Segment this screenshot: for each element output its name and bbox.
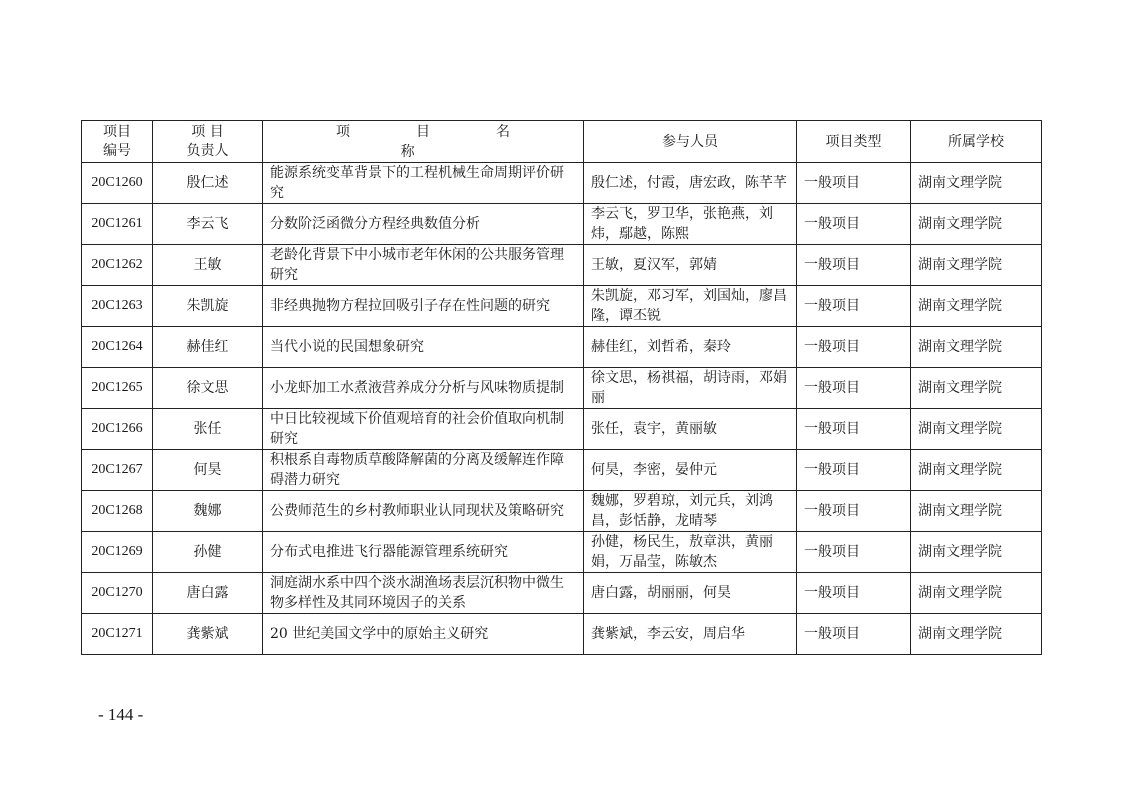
cell-project-name: 当代小说的民国想象研究 — [263, 327, 584, 368]
table-row — [82, 286, 1042, 327]
cell-project-leader: 殷仁述 — [153, 163, 263, 204]
cell-participants: 唐白露，胡丽丽，何昊 — [584, 573, 797, 614]
cell-project-type: 一般项目 — [797, 286, 911, 327]
cell-project-leader: 魏娜 — [153, 491, 263, 532]
header-project-leader-line1: 项 目 — [191, 123, 224, 140]
cell-project-type: 一般项目 — [797, 450, 911, 491]
cell-project-type: 一般项目 — [797, 491, 911, 532]
cell-school: 湖南文理学院 — [911, 450, 1042, 491]
cell-project-type: 一般项目 — [797, 327, 911, 368]
cell-project-type: 一般项目 — [797, 573, 911, 614]
page-number: - 144 - — [98, 705, 144, 724]
table-row — [82, 614, 1042, 655]
cell-school: 湖南文理学院 — [911, 368, 1042, 409]
cell-participants: 王敏，夏汉军，郭婧 — [584, 245, 797, 286]
cell-project-id: 20C1269 — [82, 532, 153, 573]
cell-participants: 何昊，李密，晏仲元 — [584, 450, 797, 491]
table-header — [82, 121, 1042, 163]
cell-participants: 徐文思，杨祺福，胡诗雨，邓娟丽 — [584, 368, 797, 409]
table-row — [82, 409, 1042, 450]
cell-project-leader: 龚紫斌 — [153, 614, 263, 655]
cell-project-type: 一般项目 — [797, 245, 911, 286]
cell-project-type: 一般项目 — [797, 163, 911, 204]
cell-project-type: 一般项目 — [797, 204, 911, 245]
cell-project-name: 积根系自毒物质草酸降解菌的分离及缓解连作障碍潜力研究 — [263, 450, 584, 491]
header-project-leader-line2: 负责人 — [186, 142, 229, 159]
table-row — [82, 368, 1042, 409]
cell-school: 湖南文理学院 — [911, 163, 1042, 204]
header-school: 所属学校 — [911, 121, 1042, 163]
table-row — [82, 450, 1042, 491]
cell-school: 湖南文理学院 — [911, 614, 1042, 655]
cell-project-id: 20C1264 — [82, 327, 153, 368]
table-row — [82, 163, 1042, 204]
table-body — [82, 163, 1042, 655]
table-row — [82, 573, 1042, 614]
cell-project-id: 20C1268 — [82, 491, 153, 532]
cell-participants: 殷仁述，付霞，唐宏政，陈芊芊 — [584, 163, 797, 204]
header-project-type: 项目类型 — [797, 121, 911, 163]
cell-project-name: 老龄化背景下中小城市老年休闲的公共服务管理研究 — [263, 245, 584, 286]
cell-school: 湖南文理学院 — [911, 491, 1042, 532]
project-table-container — [81, 120, 1041, 655]
cell-project-name: 中日比较视域下价值观培育的社会价值取向机制研究 — [263, 409, 584, 450]
cell-project-type: 一般项目 — [797, 614, 911, 655]
cell-school: 湖南文理学院 — [911, 204, 1042, 245]
cell-project-leader: 孙健 — [153, 532, 263, 573]
cell-project-id: 20C1260 — [82, 163, 153, 204]
table-row — [82, 245, 1042, 286]
cell-project-name: 公费师范生的乡村教师职业认同现状及策略研究 — [263, 491, 584, 532]
cell-project-leader: 赫佳红 — [153, 327, 263, 368]
header-project-leader — [153, 121, 263, 163]
cell-project-leader: 王敏 — [153, 245, 263, 286]
cell-project-name: 分数阶泛函微分方程经典数值分析 — [263, 204, 584, 245]
cell-school: 湖南文理学院 — [911, 532, 1042, 573]
cell-participants: 魏娜，罗碧琼，刘元兵，刘鸿昌，彭恬静，龙晴琴 — [584, 491, 797, 532]
header-participants: 参与人员 — [584, 121, 797, 163]
cell-participants: 赫佳红，刘哲希，秦玲 — [584, 327, 797, 368]
cell-school: 湖南文理学院 — [911, 286, 1042, 327]
cell-project-name: 能源系统变革背景下的工程机械生命周期评价研究 — [263, 163, 584, 204]
cell-project-id: 20C1270 — [82, 573, 153, 614]
cell-participants: 李云飞，罗卫华，张艳燕，刘炜，鄢越，陈熙 — [584, 204, 797, 245]
cell-project-id: 20C1266 — [82, 409, 153, 450]
cell-project-name: 20 世纪美国文学中的原始主义研究 — [263, 614, 584, 655]
cell-project-name: 洞庭湖水系中四个淡水湖渔场表层沉积物中微生物多样性及其同环境因子的关系 — [263, 573, 584, 614]
cell-project-leader: 朱凯旋 — [153, 286, 263, 327]
header-project-id-line1: 项目 — [103, 123, 131, 140]
cell-project-leader: 唐白露 — [153, 573, 263, 614]
cell-project-leader: 徐文思 — [153, 368, 263, 409]
cell-participants: 龚紫斌，李云安，周启华 — [584, 614, 797, 655]
cell-school: 湖南文理学院 — [911, 409, 1042, 450]
cell-project-type: 一般项目 — [797, 368, 911, 409]
cell-school: 湖南文理学院 — [911, 327, 1042, 368]
cell-project-type: 一般项目 — [797, 532, 911, 573]
cell-project-leader: 张任 — [153, 409, 263, 450]
header-project-name — [263, 121, 584, 163]
cell-project-type: 一般项目 — [797, 409, 911, 450]
cell-participants: 孙健，杨民生，敖章洪，黄丽娟，万晶莹，陈敏杰 — [584, 532, 797, 573]
project-table — [81, 120, 1042, 655]
header-row — [82, 121, 1042, 163]
cell-project-id: 20C1261 — [82, 204, 153, 245]
header-project-name-label: 项 目 名 称 — [335, 123, 541, 160]
table-row — [82, 491, 1042, 532]
cell-project-name: 非经典抛物方程拉回吸引子存在性问题的研究 — [263, 286, 584, 327]
cell-project-id: 20C1271 — [82, 614, 153, 655]
table-row — [82, 327, 1042, 368]
cell-project-id: 20C1267 — [82, 450, 153, 491]
cell-project-name: 分布式电推进飞行器能源管理系统研究 — [263, 532, 584, 573]
cell-project-id: 20C1262 — [82, 245, 153, 286]
cell-project-id: 20C1265 — [82, 368, 153, 409]
header-project-id-line2: 编号 — [103, 142, 131, 159]
table-row — [82, 532, 1042, 573]
cell-project-id: 20C1263 — [82, 286, 153, 327]
cell-participants: 朱凯旋，邓习军，刘国灿，廖昌隆，谭丕锐 — [584, 286, 797, 327]
cell-project-leader: 李云飞 — [153, 204, 263, 245]
table-row — [82, 204, 1042, 245]
cell-school: 湖南文理学院 — [911, 245, 1042, 286]
cell-project-leader: 何昊 — [153, 450, 263, 491]
cell-project-name: 小龙虾加工水煮液营养成分分析与风味物质提制 — [263, 368, 584, 409]
cell-participants: 张任，袁宇，黄丽敏 — [584, 409, 797, 450]
cell-school: 湖南文理学院 — [911, 573, 1042, 614]
header-project-id — [82, 121, 153, 163]
